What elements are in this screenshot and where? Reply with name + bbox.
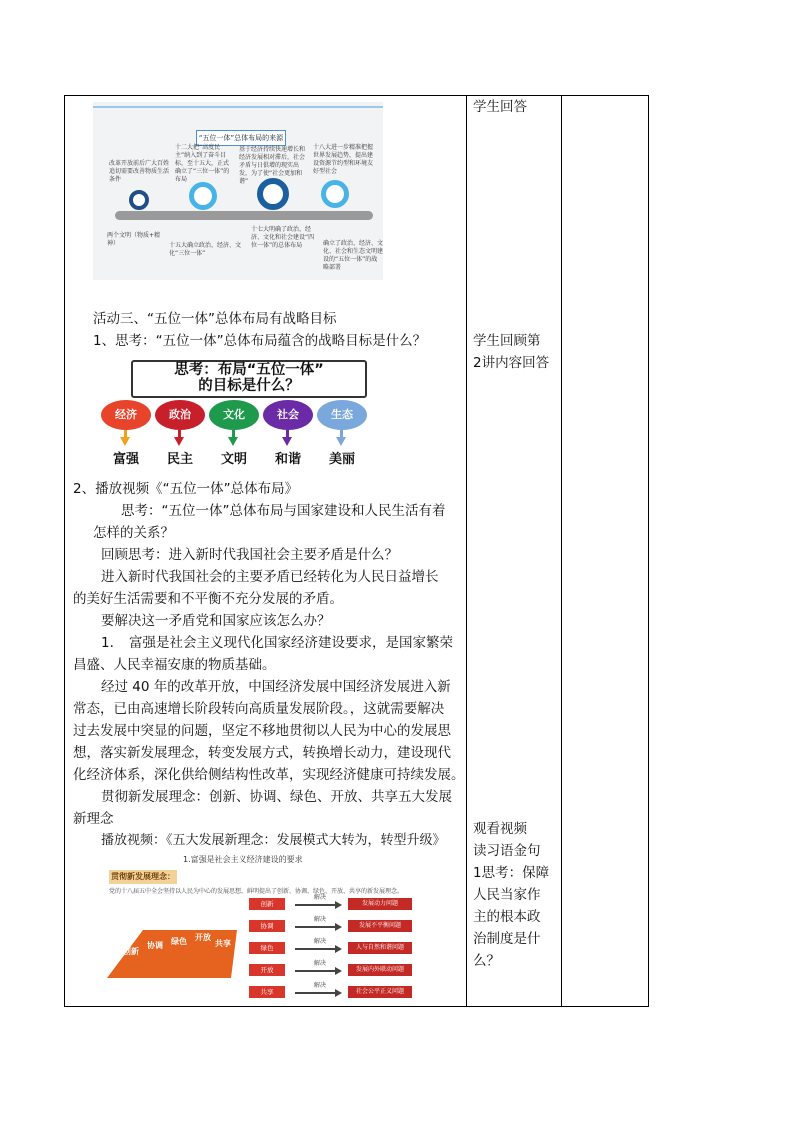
solve-arrow-2 — [295, 926, 335, 928]
student-response-3-line5: 主的根本政 — [473, 909, 541, 925]
timeline-pin-1 — [129, 190, 149, 210]
reform-line-5: 化经济体系，深化供给侧结构性改革，实现经济健康可持续发展。 — [73, 767, 465, 783]
timeline-figure — [93, 102, 383, 280]
contradiction-line-2: 的美好生活需要和不平衡不充分发展的矛盾。 — [73, 591, 343, 607]
reform-line-3: 过去发展中突显的问题，坚定不移地贯彻以人民为中心的发展思 — [73, 723, 451, 739]
arrow-head-2 — [174, 437, 184, 446]
timeline-note-bottom-3: 十七大明确了政治、经济、文化和社会建设“四位一体”的总体布局 — [251, 226, 315, 249]
timeline-pin-4 — [321, 180, 349, 208]
video-2-title: 播放视频：《五大发展新理念：发展模式大转为，转型升级》 — [101, 833, 446, 848]
solve-label-3: 解决 — [313, 938, 326, 945]
solve-arrow-4 — [295, 970, 335, 972]
reform-line-1: 经过 40 年的改革开放，中国经济发展中国经济发展进入新 — [101, 679, 451, 695]
solve-arrowhead-4 — [335, 967, 342, 975]
solve-arrow-3 — [295, 948, 335, 950]
goal-democratic: 民主 — [166, 452, 193, 467]
arrow-head-1 — [120, 437, 130, 446]
concept-left-2: 协调 — [249, 920, 285, 932]
student-response-3-line1: 观看视频 — [473, 821, 527, 837]
runner-3: 绿色 — [171, 937, 187, 946]
student-response-1: 学生回答 — [473, 99, 527, 115]
arrow-head-4 — [282, 437, 292, 446]
goal-prosperous: 富强 — [112, 452, 139, 467]
concept-left-5: 共享 — [249, 986, 285, 998]
five-goals-title-line1: 思考：布局“五位一体” — [174, 362, 324, 378]
reform-line-2: 常态，已由高速增长阶段转向高质量发展阶段。，这就需要解决 — [73, 701, 445, 717]
student-response-3 — [473, 818, 565, 972]
student-response-3-line3: 1思考：保障 — [473, 865, 550, 881]
development-concepts-figure — [103, 854, 409, 1002]
solve-arrowhead-1 — [335, 901, 342, 909]
concept-right-2: 发展不平衡问题 — [348, 920, 412, 932]
activity-title: 活动三、“五位一体”总体布局有战略目标 — [93, 311, 337, 327]
bubble-society: 社会 — [263, 400, 313, 430]
student-response-3-line2: 读习语金句 — [473, 843, 541, 859]
concept-right-3: 人与自然和谐问题 — [348, 942, 412, 954]
review-question: 回顾思考：进入新时代我国社会主要矛盾是什么？ — [101, 547, 398, 563]
five-goals-title-line2: 的目标是什么？ — [198, 378, 300, 394]
student-response-2-line2: 2讲内容回答 — [473, 355, 550, 371]
runner-1: 创新 — [123, 947, 139, 956]
arrow-head-3 — [228, 437, 238, 446]
solve-label-5: 解决 — [313, 982, 326, 989]
bubble-politics: 政治 — [155, 400, 205, 430]
solve-arrowhead-5 — [335, 989, 342, 997]
runner-2: 协调 — [147, 941, 163, 950]
column-divider-1 — [466, 96, 467, 1006]
solve-label-1: 解决 — [313, 894, 326, 901]
timeline-note-bottom-2: 十五大确立政治、经济、文化“三位一体” — [169, 242, 242, 257]
timeline-note-top-4: 十八大进一步精准把握世界发展趋势，提出建设资源节约型和环境友好型社会 — [313, 144, 374, 175]
runner-5: 共享 — [215, 939, 231, 948]
point-1-line-1: 富强是社会主义现代化国家经济建设要求，是国家繁荣 — [129, 635, 453, 651]
contradiction-line-1: 进入新时代我国社会的主要矛盾已经转化为人民日益增长 — [101, 569, 439, 585]
concepts-title: 1.富强是社会主义经济建设的要求 — [183, 855, 303, 864]
timeline-note-bottom-4: 确立了政治、经济、文化、社会和生态文明建设的“五位一体”的战略部署 — [323, 240, 384, 271]
goal-beautiful: 美丽 — [328, 452, 355, 467]
timeline-note-top-2: 十二大把“高度民主”纳入到了奋斗目标，至十五大，正式确立了“三位一体”的布局 — [175, 144, 230, 183]
arrow-head-5 — [336, 437, 346, 446]
concept-line-1: 贯彻新发展理念：创新、协调、绿色、开放、共享五大发展 — [101, 789, 452, 805]
goal-civilized: 文明 — [220, 452, 247, 467]
reform-line-4: 想，落实新发展理念，转变发展方式，转换增长动力，建设现代 — [73, 745, 451, 761]
solve-arrowhead-2 — [335, 923, 342, 931]
runner-4: 开放 — [195, 933, 211, 942]
concept-left-1: 创新 — [249, 898, 285, 910]
how-question: 要解决这一矛盾党和国家应该怎么办？ — [101, 613, 331, 629]
point-1-line-2: 昌盛、人民幸福安康的物质基础。 — [73, 657, 276, 673]
solve-label-2: 解决 — [313, 916, 326, 923]
solve-arrowhead-3 — [335, 945, 342, 953]
student-response-2-line1: 学生回顾第 — [473, 333, 541, 349]
timeline-note-bottom-1: 两个文明（物质+精神） — [107, 232, 161, 247]
concept-right-1: 发展动力问题 — [348, 898, 412, 910]
think-line-2: 怎样的关系？ — [93, 525, 174, 541]
five-goals-title — [131, 360, 367, 398]
goal-harmonious: 和谐 — [274, 452, 301, 467]
think-line-1: 思考：“五位一体”总体布局与国家建设和人民生活有着 — [121, 503, 446, 519]
timeline-pin-3 — [257, 178, 289, 210]
five-goals-figure — [101, 360, 369, 468]
student-response-2 — [473, 330, 565, 374]
timeline-bar — [115, 211, 373, 220]
timeline-pin-2 — [189, 182, 217, 210]
content-column — [65, 96, 466, 1006]
concept-right-5: 社会公平正义问题 — [348, 986, 412, 998]
bubble-economy: 经济 — [101, 400, 151, 430]
solve-label-4: 解决 — [313, 960, 326, 967]
question-1: 1、思考：“五位一体”总体布局蕴含的战略目标是什么？ — [93, 333, 427, 349]
timeline-note-top-3: 基于经济持续快速增长和经济发展相对滞后，社会矛盾与日俱增的现实出发，为了使“社会更加和谐” — [239, 146, 306, 185]
concepts-text: 党的十八届五中全会坚持以人民为中心的发展思想，鲜明提出了创新、协调、绿色、开放、共享的新发展理念。 — [109, 888, 404, 895]
timeline-title: “五位一体”总体布局的来源 — [196, 130, 286, 146]
student-response-3-line4: 人民当家作 — [473, 887, 541, 903]
solve-arrow-5 — [295, 992, 335, 994]
lesson-table — [64, 95, 649, 1007]
student-response-3-line7: 么？ — [473, 953, 500, 969]
video-title: 2、播放视频《“五位一体”总体布局》 — [73, 481, 299, 497]
point-1-number: 1. — [101, 635, 114, 651]
concept-right-4: 发展内外联动问题 — [348, 964, 412, 976]
concept-left-3: 绿色 — [249, 942, 285, 954]
figure-top-rule — [93, 106, 383, 108]
concepts-label: 贯彻新发展理念： — [109, 870, 177, 884]
bubble-culture: 文化 — [209, 400, 259, 430]
solve-arrow-1 — [295, 904, 335, 906]
timeline-note-top-1: 改革开放前后广大百姓追切需要改善物质生活条件 — [109, 160, 170, 183]
bubble-ecology: 生态 — [317, 400, 367, 430]
concept-line-2: 新理念 — [73, 811, 114, 827]
student-response-3-line6: 治制度是什 — [473, 931, 541, 947]
concept-left-4: 开放 — [249, 964, 285, 976]
